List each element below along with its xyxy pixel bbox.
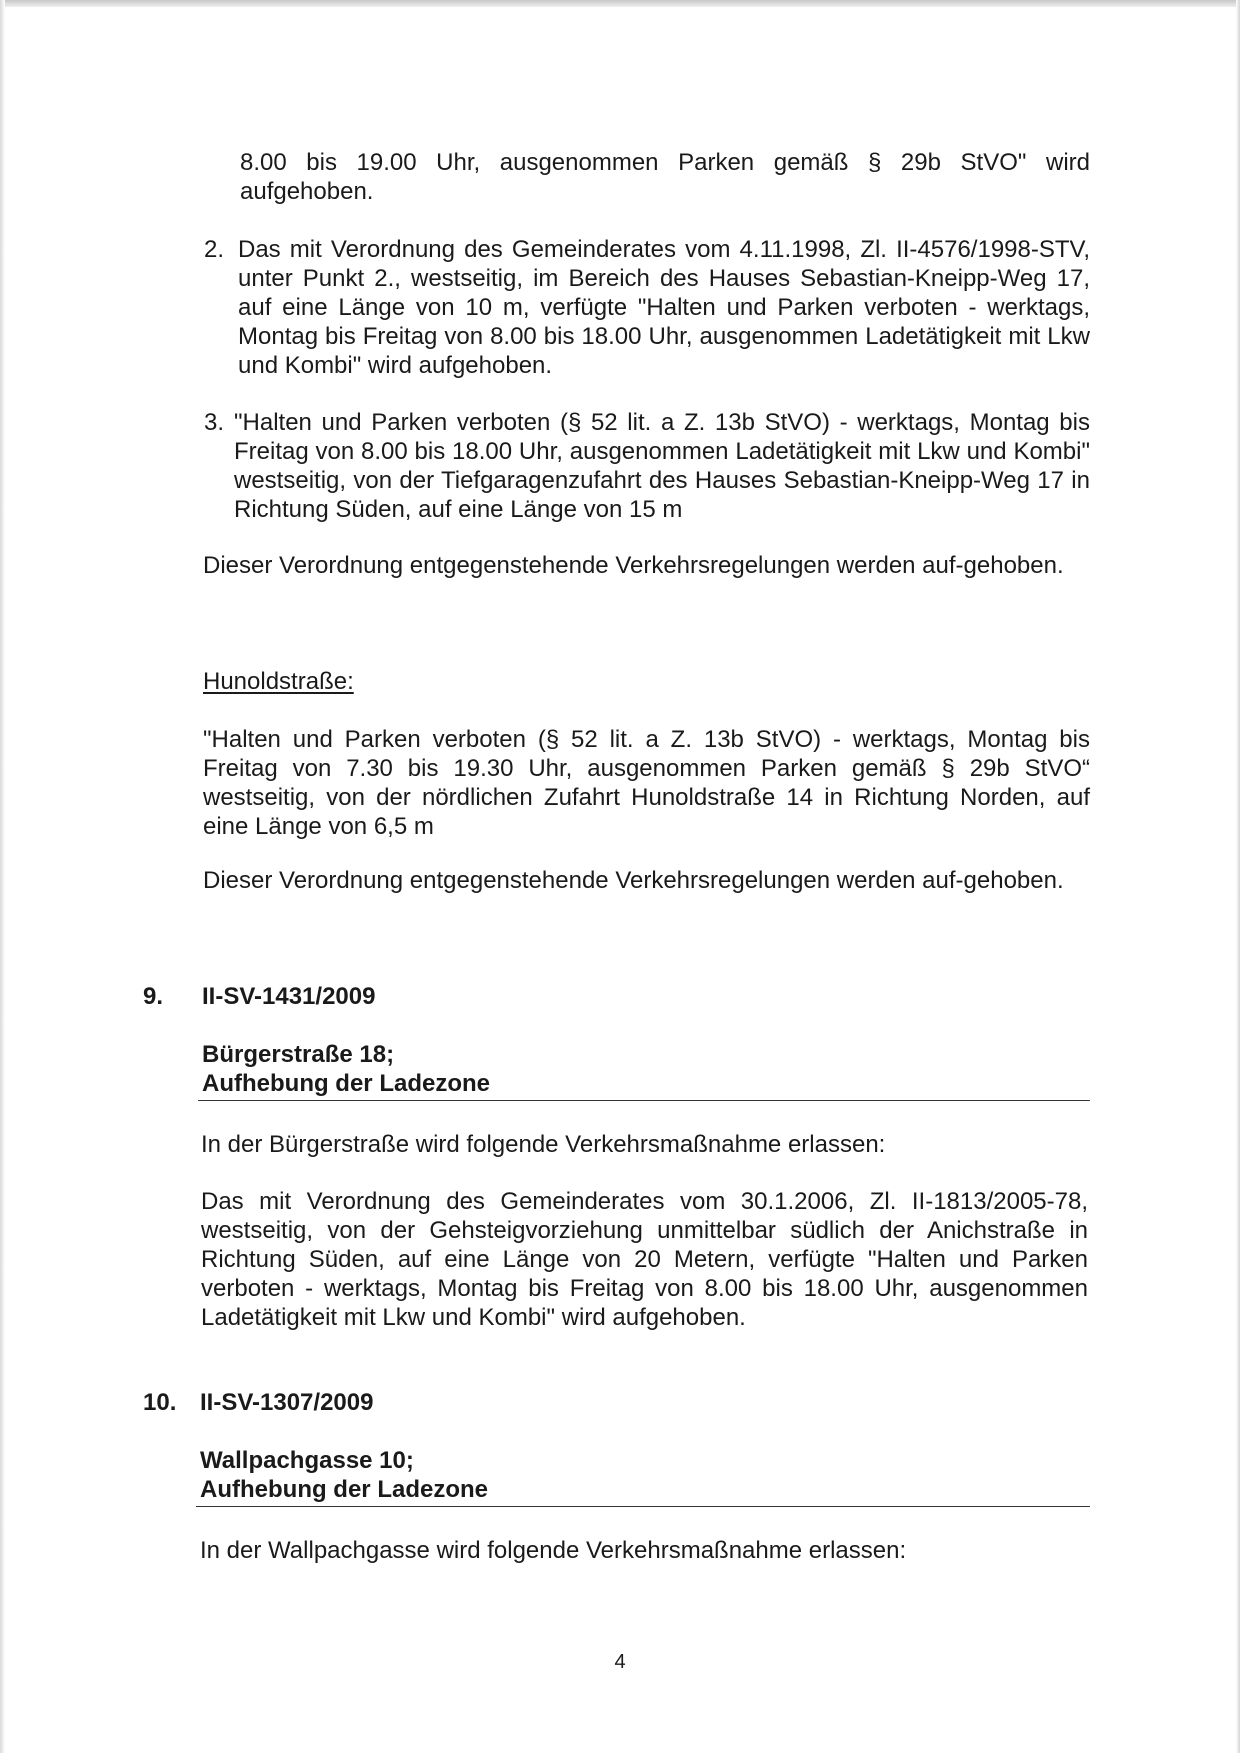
section-number: 10. xyxy=(143,1389,177,1416)
section-title-rule xyxy=(196,1506,1090,1507)
item-text: "Halten und Parken verboten (§ 52 lit. a Z. 13b StVO) - werktags, Montag bis Freitag von 8.00 bis 18.00 Uhr, ausgenommen Ladetätigkeit mit Lkw und Kombi" westseitig, von der Tiefgaragenzufahrt des Hauses Sebastian-Kneipp-Weg 17 in Richtung Süden, auf eine Länge von 15 m xyxy=(234,409,1090,523)
scan-edge-right xyxy=(1236,0,1240,1753)
page-number: 4 xyxy=(614,1651,626,1673)
item-number: 2. xyxy=(204,236,225,263)
section-reference: II-SV-1431/2009 xyxy=(202,983,376,1010)
subsection-heading: Hunoldstraße: xyxy=(203,668,354,695)
continuation-text: 8.00 bis 19.00 Uhr, ausgenommen Parken gemäß § 29b StVO" wird aufgehoben. xyxy=(240,149,1090,205)
section-body: Das mit Verordnung des Gemeinderates vom 30.1.2006, Zl. II-1813/2005-78, westseitig, von der Gehsteigvorziehung unmittelbar südlich der Anichstraße in Richtung Süden, auf eine Länge von 20 Metern, verfügte "Halten und Parken verboten - werktags, Montag bis Freitag von 8.00 bis 18.00 Uhr, ausgenommen Ladetätigkeit mit Lkw und Kombi" wird aufgehoben. xyxy=(201,1188,1088,1331)
regulation-text: "Halten und Parken verboten (§ 52 lit. a Z. 13b StVO) - werktags, Montag bis Freitag von 7.30 bis 19.30 Uhr, ausgenommen Parken gemäß § 29b StVO“ westseitig, von der nördlichen Zufahrt Hunoldstraße 14 in Richtung Norden, auf eine Länge von 6,5 m xyxy=(203,726,1090,840)
section-intro: In der Bürgerstraße wird folgende Verkehrsmaßnahme erlassen: xyxy=(201,1131,886,1158)
section-title-line-2: Aufhebung der Ladezone xyxy=(200,1476,488,1503)
scan-edge-top xyxy=(0,0,1240,7)
repeal-note: Dieser Verordnung entgegenstehende Verkehrsregelungen werden auf-gehoben. xyxy=(203,552,1064,579)
section-title-line-2: Aufhebung der Ladezone xyxy=(202,1070,490,1097)
scan-edge-left xyxy=(0,0,5,1753)
section-title-line-1: Wallpachgasse 10; xyxy=(200,1447,414,1474)
repeal-note: Dieser Verordnung entgegenstehende Verkehrsregelungen werden auf-gehoben. xyxy=(203,867,1064,894)
section-intro: In der Wallpachgasse wird folgende Verkehrsmaßnahme erlassen: xyxy=(200,1537,907,1564)
section-reference: II-SV-1307/2009 xyxy=(200,1389,374,1416)
section-title-line-1: Bürgerstraße 18; xyxy=(202,1041,395,1068)
item-number: 3. xyxy=(204,409,225,436)
section-title-rule xyxy=(198,1100,1090,1101)
item-text: Das mit Verordnung des Gemeinderates vom 4.11.1998, Zl. II-4576/1998-STV, unter Punkt 2., westseitig, im Bereich des Hauses Sebastian-Kneipp-Weg 17, auf eine Länge von 10 m, verfügte "Halten und Parken verboten - werktags, Montag bis Freitag von 8.00 bis 18.00 Uhr, ausgenommen Ladetätigkeit mit Lkw und Kombi" wird aufgehoben. xyxy=(238,236,1090,379)
section-number: 9. xyxy=(143,983,164,1010)
